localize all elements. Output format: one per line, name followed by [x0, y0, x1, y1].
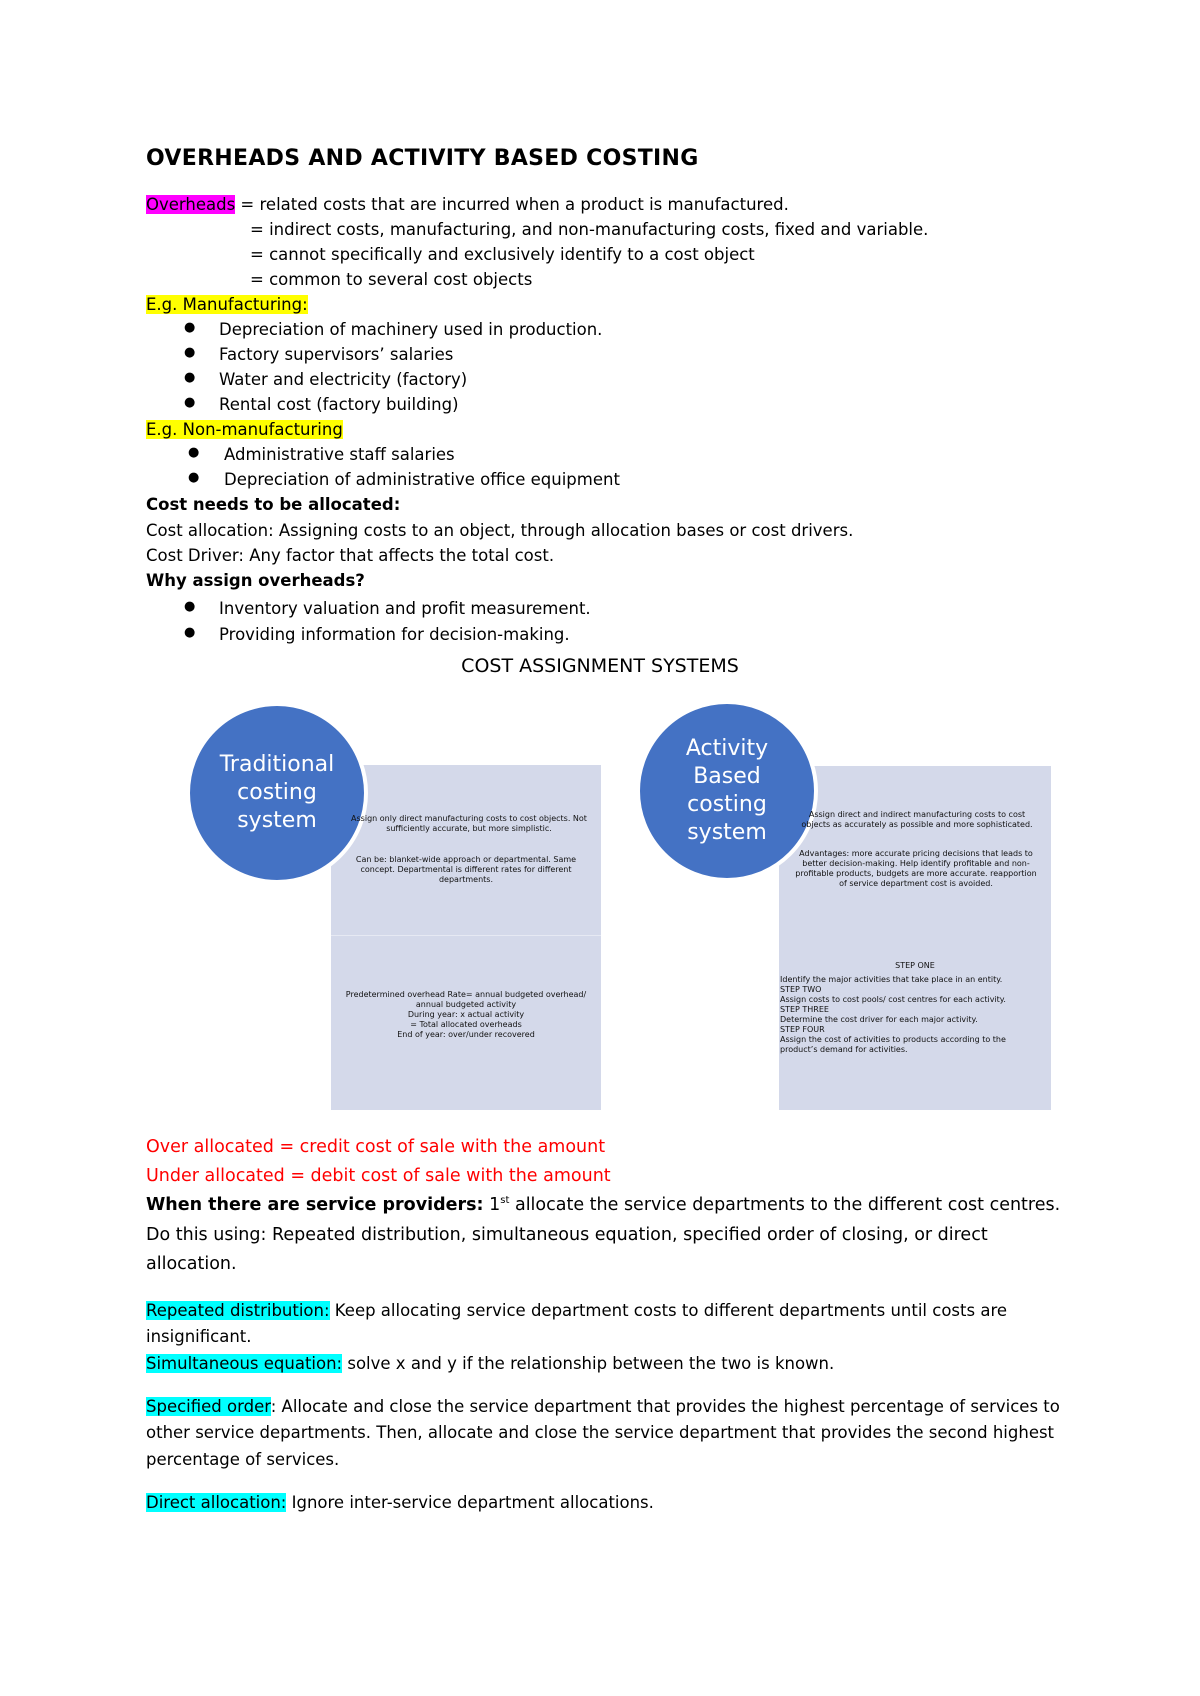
why-heading: Why assign overheads?: [146, 571, 365, 590]
manufacturing-heading: E.g. Manufacturing:: [146, 295, 308, 314]
specified-line3: percentage of services.: [146, 1450, 340, 1469]
overheads-def2: = indirect costs, manufacturing, and non-manufacturing costs, fixed and variable.: [250, 220, 929, 239]
bullet-icon: ●: [184, 320, 196, 335]
page-title: OVERHEADS AND ACTIVITY BASED COSTING: [146, 146, 699, 171]
overheads-def-line1: [146, 192, 789, 217]
non-manufacturing-heading: E.g. Non-manufacturing: [146, 420, 343, 439]
repeated-line1: Repeated distribution: Keep allocating service department costs to different departments until costs are: [146, 1301, 1008, 1320]
allocation-heading: Cost needs to be allocated:: [146, 495, 401, 514]
abc-circle: Activity Based costing system: [636, 700, 818, 882]
list-item: Depreciation of administrative office equipment: [224, 470, 620, 489]
bullet-icon: ●: [184, 345, 196, 360]
list-item: Inventory valuation and profit measurement.: [219, 599, 591, 618]
traditional-text-2: Can be: blanket-wide approach or departmental. Same concept. Departmental is different rates for different departments.: [355, 855, 577, 884]
list-item: Rental cost (factory building): [219, 395, 459, 414]
bullet-icon: ●: [184, 625, 196, 640]
overheads-def3: = cannot specifically and exclusively identify to a cost object: [250, 245, 755, 264]
bullet-icon: ●: [184, 370, 196, 385]
overheads-term: Overheads: [146, 195, 236, 214]
allocation-line2: Cost Driver: Any factor that affects the total cost.: [146, 546, 555, 565]
overheads-def4: = common to several cost objects: [250, 270, 533, 289]
traditional-circle: Traditional costing system: [186, 702, 368, 884]
over-allocated: Over allocated = credit cost of sale with the amount: [146, 1137, 606, 1157]
list-item: Depreciation of machinery used in production.: [219, 320, 603, 339]
abc-steps: Identify the major activities that take place in an entity. STEP TWO Assign costs to cost pools/ cost centres for each activity. STEP THREE Determine the cost driver for each major activity. STEP FOUR Assign the cost of activities to products according to the product’s demand for activities.: [780, 975, 1006, 1054]
bullet-icon: ●: [184, 599, 196, 614]
service-line2: Do this using: Repeated distribution, simultaneous equation, specified order of closing, or direct: [146, 1225, 988, 1245]
overheads-def1: = related costs that are incurred when a product is manufactured.: [235, 195, 789, 214]
abc-step1-label: STEP ONE: [895, 961, 935, 970]
direct-line: Direct allocation: Ignore inter-service department allocations.: [146, 1493, 654, 1512]
list-item: Factory supervisors’ salaries: [219, 345, 454, 364]
abc-text-1: Assign direct and indirect manufacturing costs to cost objects as accurately as possible and more sophisticated.: [801, 810, 1033, 829]
allocation-line1: Cost allocation: Assigning costs to an object, through allocation bases or cost drivers.: [146, 521, 854, 540]
under-allocated: Under allocated = debit cost of sale with the amount: [146, 1166, 611, 1186]
traditional-text-1: Assign only direct manufacturing costs to cost objects. Not sufficiently accurate, but more simplistic.: [351, 814, 587, 833]
simultaneous-line: Simultaneous equation: solve x and y if the relationship between the two is known.: [146, 1354, 835, 1373]
panel-divider: [331, 935, 601, 936]
service-line3: allocation.: [146, 1254, 237, 1274]
list-item: Providing information for decision-making.: [219, 625, 570, 644]
systems-title: COST ASSIGNMENT SYSTEMS: [461, 655, 739, 677]
list-item: Water and electricity (factory): [219, 370, 468, 389]
specified-line1: Specified order: Allocate and close the service department that provides the highest percentage of services to: [146, 1397, 1060, 1416]
list-item: Administrative staff salaries: [224, 445, 455, 464]
bullet-icon: ●: [184, 395, 196, 410]
specified-line2: other service departments. Then, allocate and close the service department that provides the second highest: [146, 1423, 1055, 1442]
service-line1: When there are service providers: 1st allocate the service departments to the different cost centres.: [146, 1195, 1061, 1215]
bullet-icon: ●: [188, 445, 200, 460]
abc-text-2: Advantages: more accurate pricing decisions that leads to better decision-making. Help identify profitable and non- profitable products, budgets are more accurate. reapportion of service department cost is avoided.: [795, 849, 1037, 888]
bullet-icon: ●: [188, 470, 200, 485]
traditional-text-3: Predetermined overhead Rate= annual budgeted overhead/ annual budgeted activity During year: x actual activity = Total allocated overheads End of year: over/under recovered: [345, 990, 587, 1039]
repeated-line2: insignificant.: [146, 1327, 252, 1346]
